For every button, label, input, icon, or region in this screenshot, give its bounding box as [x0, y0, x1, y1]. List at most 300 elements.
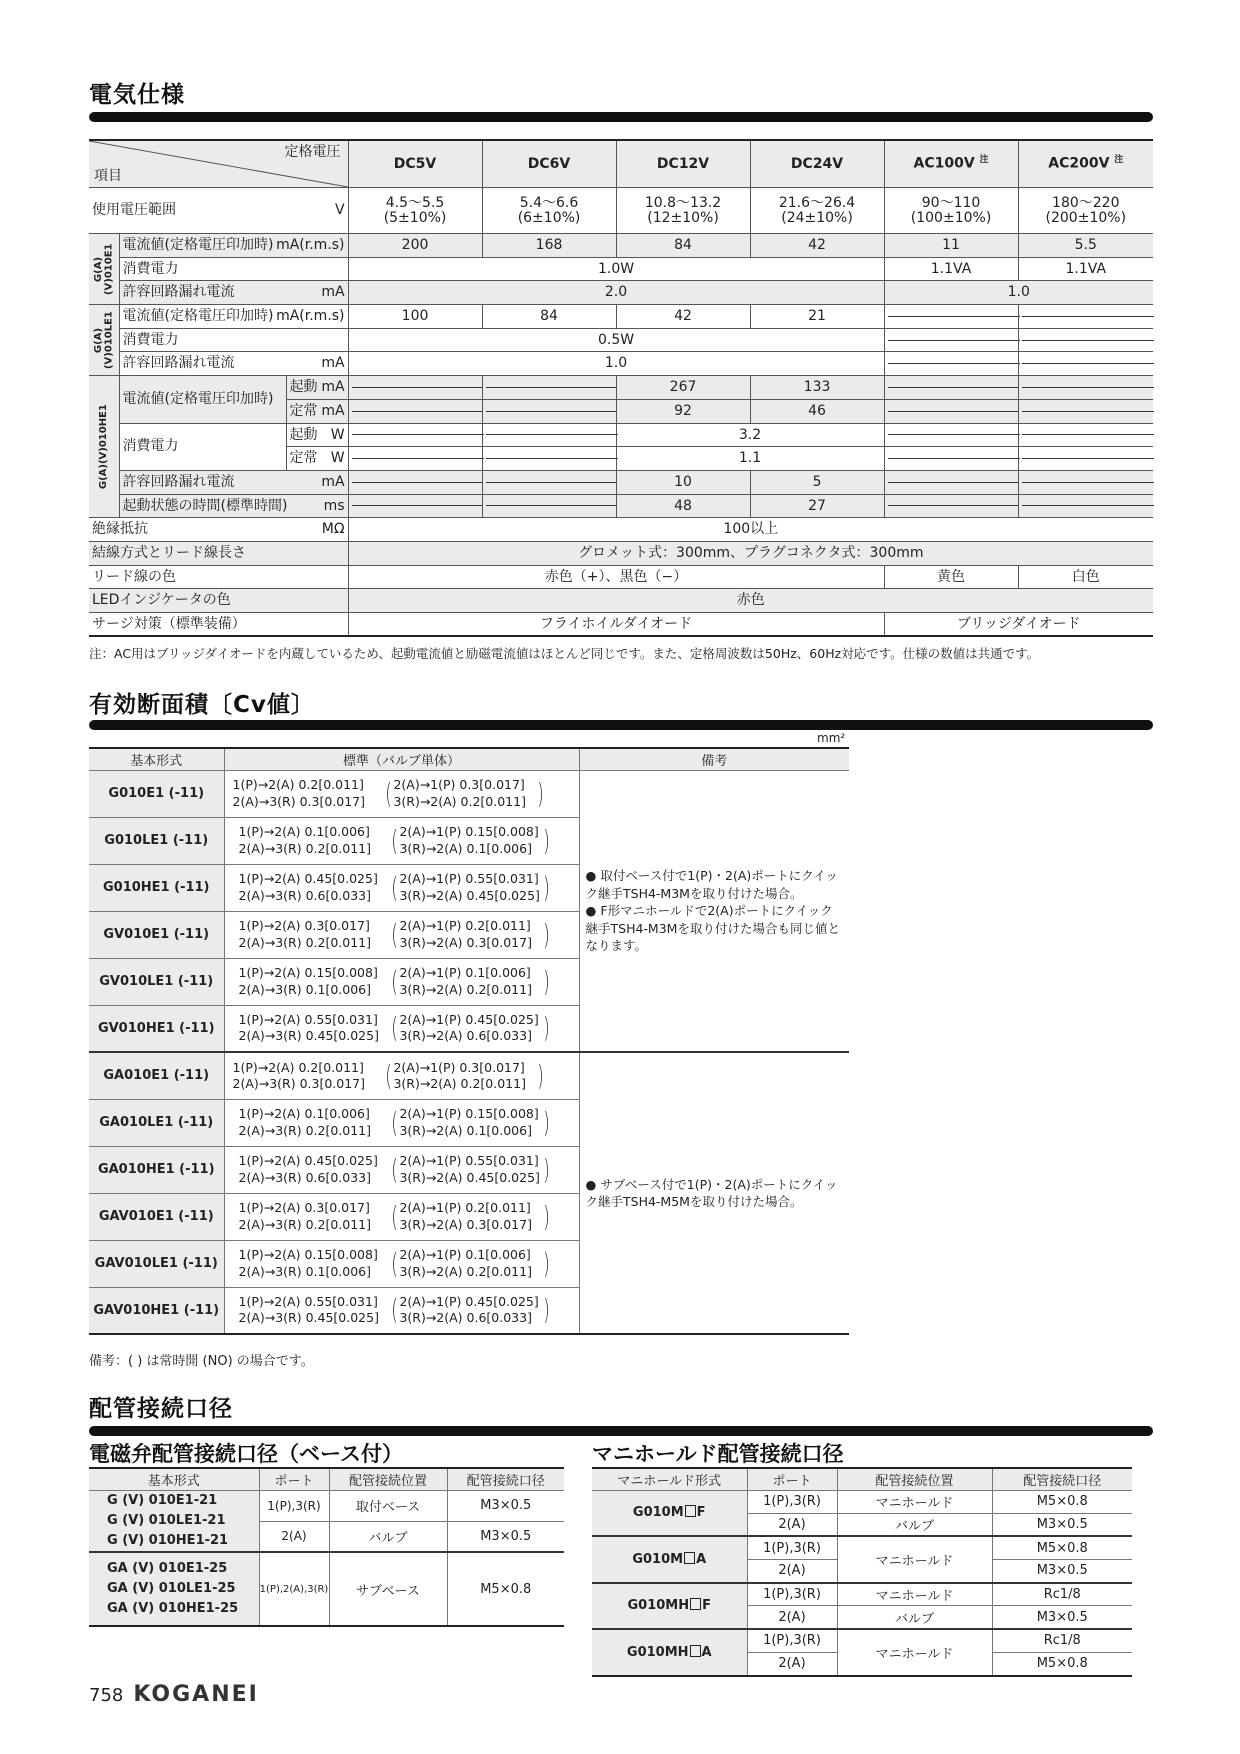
range-value: 180〜220	[1052, 194, 1120, 211]
section-title-piping: 配管接続口径	[89, 1396, 233, 1422]
dash	[352, 482, 484, 483]
cv-remark	[579, 1052, 849, 1334]
placeholder-box	[685, 1505, 696, 1517]
cv-forward-value: 1(P)→2(A) 0.55[0.031]	[238, 1294, 378, 1309]
na-cell	[482, 447, 616, 471]
position-value: マニホールド	[837, 1629, 992, 1675]
remark-line: ● F形マニホールドで2(A)ポートにクイック継手TSH4-M3Mを取り付けた場合も同じ値となります。	[585, 903, 840, 953]
voltage-header: DC24V	[750, 140, 884, 188]
open-paren: (	[390, 1011, 398, 1045]
port-value: 2(A)	[747, 1606, 837, 1629]
cv-header: 基本形式	[89, 748, 224, 770]
power-steady-value: 1.1	[616, 447, 884, 471]
size-value: M3×0.5	[992, 1560, 1132, 1583]
range-cell	[750, 188, 884, 234]
range-cell	[482, 188, 616, 234]
range-tolerance: (100±10%)	[910, 209, 992, 226]
cv-reverse-value: 3(R)→2(A) 0.6[0.033]	[399, 1028, 532, 1044]
close-paren: )	[543, 1246, 551, 1280]
port-value: 1(P),2(A),3(R)	[259, 1552, 329, 1626]
port-value: 2(A)	[747, 1513, 837, 1536]
cv-forward-value: 1(P)→2(A) 0.2[0.011]	[232, 1059, 364, 1075]
current-value: 168	[482, 234, 616, 258]
row-unit: W	[330, 426, 345, 443]
led-label: LEDインジケータの色	[89, 589, 348, 613]
dash	[1022, 387, 1154, 388]
remark-line: ● 取付ベース付で1(P)・2(A)ポートにクイック継手TSH4-M3Mを取り付けた場合。	[585, 868, 838, 901]
size-value: Rc1/8	[992, 1629, 1132, 1652]
port-value: 1(P),3(R)	[747, 1490, 837, 1513]
power-label: 消費電力	[119, 257, 348, 281]
cv-reverse-value: 3(R)→2(A) 0.2[0.011]	[393, 793, 526, 809]
row-label: 絶縁抵抗	[92, 521, 148, 538]
row-label: 許容回路漏れ電流	[122, 355, 235, 372]
size-value: M3×0.5	[447, 1490, 564, 1521]
cv-values-cell	[224, 1193, 579, 1240]
cv-values-cell	[224, 1146, 579, 1193]
open-paren: (	[390, 917, 398, 951]
dash	[486, 505, 618, 506]
na-cell	[482, 399, 616, 423]
row-label: 使用電圧範囲	[92, 202, 176, 219]
row-label: 定常	[289, 402, 318, 419]
electrical-spec-table	[89, 139, 1153, 637]
na-cell	[348, 494, 482, 518]
cv-model: GA010HE1 (-11)	[89, 1146, 224, 1193]
wiring-value: グロメット式：300mm、プラグコネクタ式：300mm	[348, 541, 1153, 565]
cv-values-cell	[224, 817, 579, 864]
section-bar	[89, 1426, 1153, 1436]
na-cell	[884, 352, 1018, 376]
range-tolerance: (200±10%)	[1045, 209, 1127, 226]
lead-value-ac200: 白色	[1018, 565, 1153, 589]
dash	[1022, 411, 1154, 412]
start-label-cell	[286, 376, 348, 400]
note-mark: 注	[979, 155, 989, 166]
group-label-le1: G(A)(V)010LE1	[89, 305, 119, 376]
position-value: マニホールド	[837, 1490, 992, 1513]
model-name: G (V) 010HE1-21	[107, 1532, 229, 1548]
na-cell	[884, 494, 1018, 518]
power-value-dc: 0.5W	[348, 328, 884, 352]
section-title-electrical: 電気仕様	[89, 82, 185, 108]
na-cell	[884, 328, 1018, 352]
cv-model: GV010E1 (-11)	[89, 911, 224, 958]
close-paren: )	[537, 776, 545, 810]
corner-header-cell	[89, 140, 348, 188]
cv-row	[89, 770, 849, 817]
brand-logo: KOGANEI	[133, 1682, 259, 1707]
model-name: G (V) 010E1-21	[107, 1492, 218, 1508]
cv-values-cell	[224, 1005, 579, 1052]
port1-header: 配管接続口径	[447, 1468, 564, 1490]
range-value: 5.4〜6.6	[519, 194, 579, 211]
cv-reverse-value: 3(R)→2(A) 0.2[0.011]	[399, 1263, 532, 1279]
open-paren: (	[384, 1058, 392, 1092]
model-prefix: G010MH	[627, 1598, 690, 1614]
manifold-port-table	[592, 1467, 1132, 1677]
voltage-header-ac100	[884, 140, 1018, 188]
wiring-label: 結線方式とリード線長さ	[89, 541, 348, 565]
cv-row	[89, 1052, 849, 1099]
port-value: 1(P),3(R)	[259, 1490, 329, 1521]
position-value: バルブ	[837, 1606, 992, 1629]
cv-values-cell	[224, 1099, 579, 1146]
port2-header: マニホールド形式	[592, 1468, 747, 1490]
current-value: 84	[482, 305, 616, 329]
row-unit: mA(r.m.s)	[276, 308, 345, 325]
power-start-value: 3.2	[616, 423, 884, 447]
close-paren: )	[543, 823, 551, 857]
na-cell	[348, 470, 482, 494]
cv-forward-value: 1(P)→2(A) 0.1[0.006]	[238, 1106, 370, 1122]
cv-forward-value: 1(P)→2(A) 0.45[0.025]	[238, 1153, 378, 1169]
cv-forward-value: 2(A)→3(R) 0.2[0.011]	[238, 1216, 372, 1232]
na-cell	[1018, 494, 1153, 518]
cv-forward-value: 1(P)→2(A) 0.2[0.011]	[232, 777, 364, 793]
open-paren: (	[390, 1152, 398, 1186]
close-paren: )	[543, 917, 551, 951]
na-cell	[348, 423, 482, 447]
cv-forward-value: 1(P)→2(A) 0.1[0.006]	[238, 824, 370, 840]
model-prefix: G010MH	[626, 1644, 689, 1660]
insulation-value: 100以上	[348, 518, 1153, 542]
start-label-cell	[286, 423, 348, 447]
na-cell	[482, 423, 616, 447]
port1-title: 電磁弁配管接続口径（ベース付）	[89, 1442, 403, 1466]
na-cell	[1018, 305, 1153, 329]
na-cell	[348, 376, 482, 400]
open-paren: (	[390, 1293, 398, 1327]
na-cell	[1018, 423, 1153, 447]
section-title-cv: 有効断面積〔Cv値〕	[89, 692, 315, 718]
cv-model: G010LE1 (-11)	[89, 817, 224, 864]
port-value: 2(A)	[259, 1521, 329, 1552]
row-unit: mA	[321, 473, 345, 490]
power-value-ac100: 1.1VA	[884, 257, 1018, 281]
size-value: M5×0.8	[992, 1536, 1132, 1559]
dash	[486, 434, 618, 435]
cv-reverse-value: 2(A)→1(P) 0.3[0.017]	[393, 777, 525, 793]
range-label-cell	[89, 188, 348, 234]
position-value: サブベース	[329, 1552, 447, 1626]
position-value: 取付ベース	[329, 1490, 447, 1521]
cv-forward-value: 2(A)→3(R) 0.45[0.025]	[238, 1028, 379, 1044]
model-name: GA (V) 010HE1-25	[107, 1601, 239, 1617]
cv-reverse-value: 2(A)→1(P) 0.55[0.031]	[399, 1153, 539, 1169]
group-label-e1: G(A)(V)010E1	[89, 234, 119, 305]
current-value: 5.5	[1018, 234, 1153, 258]
close-paren: )	[543, 1105, 551, 1139]
cv-reverse-value: 3(R)→2(A) 0.45[0.025]	[399, 887, 540, 903]
na-cell	[884, 447, 1018, 471]
surge-value-ac: ブリッジダイオード	[884, 613, 1153, 637]
close-paren: )	[543, 1293, 551, 1327]
model-prefix: G010M	[632, 1505, 684, 1521]
cv-values-cell	[224, 1287, 579, 1334]
model-cell	[89, 1490, 259, 1552]
close-paren: )	[537, 1058, 545, 1092]
cv-values-cell	[224, 1052, 579, 1099]
cv-forward-value: 2(A)→3(R) 0.2[0.011]	[238, 840, 372, 856]
cv-forward-value: 2(A)→3(R) 0.2[0.011]	[238, 1122, 372, 1138]
current-start-value: 133	[750, 376, 884, 400]
row-unit: mA	[321, 355, 345, 372]
steady-label-cell	[286, 447, 348, 471]
group-label-he1: G(A)(V)010HE1	[89, 376, 119, 518]
manifold-model	[592, 1536, 747, 1582]
cv-values-cell	[224, 864, 579, 911]
power-label: 消費電力	[119, 328, 348, 352]
cv-model: GV010LE1 (-11)	[89, 958, 224, 1005]
open-paren: (	[384, 776, 392, 810]
voltage-label: AC200V	[1048, 155, 1110, 172]
cv-forward-value: 2(A)→3(R) 0.3[0.017]	[232, 1075, 366, 1091]
dash	[352, 411, 484, 412]
size-value: M5×0.8	[992, 1652, 1132, 1675]
cv-reverse-value: 2(A)→1(P) 0.55[0.031]	[399, 871, 539, 887]
current-label: 電流値(定格電圧印加時)	[119, 376, 286, 423]
close-paren: )	[543, 1152, 551, 1186]
cv-forward-value: 2(A)→3(R) 0.3[0.017]	[232, 793, 366, 809]
range-tolerance: (5±10%)	[383, 209, 447, 226]
model-name: G (V) 010LE1-21	[107, 1512, 226, 1528]
manifold-model	[592, 1583, 747, 1629]
range-value: 10.8〜13.2	[644, 194, 722, 211]
na-cell	[1018, 399, 1153, 423]
cv-reverse-value: 2(A)→1(P) 0.45[0.025]	[399, 1012, 539, 1027]
led-value: 赤色	[348, 589, 1153, 613]
range-cell	[616, 188, 750, 234]
cv-forward-value: 2(A)→3(R) 0.6[0.033]	[238, 887, 372, 903]
row-unit: W	[330, 450, 345, 467]
range-value: 21.6〜26.4	[778, 194, 856, 211]
row-unit: mA(r.m.s)	[276, 237, 345, 253]
range-cell	[884, 188, 1018, 234]
size-value: M5×0.8	[447, 1552, 564, 1626]
manifold-model	[592, 1629, 747, 1675]
na-cell	[1018, 470, 1153, 494]
model-suffix: A	[696, 1552, 707, 1568]
dash	[1022, 434, 1154, 435]
current-label-cell	[119, 234, 348, 258]
cv-values-cell	[224, 1240, 579, 1287]
na-cell	[482, 494, 616, 518]
dash	[1022, 363, 1154, 364]
open-paren: (	[390, 1105, 398, 1139]
leak-value-dc: 2.0	[348, 281, 884, 305]
power-label: 消費電力	[119, 423, 286, 470]
footer	[89, 1682, 259, 1707]
size-value: M3×0.5	[992, 1606, 1132, 1629]
lead-value-dc: 赤色（+）、黒色（−）	[348, 565, 884, 589]
na-cell	[348, 447, 482, 471]
lead-label: リード線の色	[89, 565, 348, 589]
cv-header: 標準（バルブ単体）	[224, 748, 579, 770]
valve-port-table	[89, 1467, 564, 1627]
insulation-label-cell	[89, 518, 348, 542]
placeholder-box	[690, 1645, 701, 1657]
row-label: 電流値(定格電圧印加時)	[122, 237, 274, 253]
dash	[352, 505, 484, 506]
cv-header: 備考	[579, 748, 849, 770]
cv-reverse-value: 2(A)→1(P) 0.1[0.006]	[399, 965, 531, 981]
time-label-cell	[119, 494, 348, 518]
range-value: 90〜110	[921, 194, 981, 211]
cv-values-cell	[224, 770, 579, 817]
cv-reverse-value: 3(R)→2(A) 0.2[0.011]	[393, 1075, 526, 1091]
voltage-header: DC12V	[616, 140, 750, 188]
dash	[888, 434, 1020, 435]
model-suffix: A	[701, 1644, 712, 1660]
current-steady-value: 92	[616, 399, 750, 423]
dash	[888, 482, 1020, 483]
remark-line: ● サブベース付で1(P)・2(A)ポートにクイック継手TSH4-M5Mを取り付けた場合。	[585, 1176, 838, 1209]
na-cell	[1018, 447, 1153, 471]
row-label: 定常	[289, 450, 318, 467]
dash	[486, 411, 618, 412]
open-paren: (	[390, 1246, 398, 1280]
voltage-header: DC6V	[482, 140, 616, 188]
row-unit: mA	[321, 379, 345, 396]
leak-label-cell	[119, 352, 348, 376]
cv-forward-value: 2(A)→3(R) 0.1[0.006]	[238, 981, 372, 997]
cv-reverse-value: 2(A)→1(P) 0.3[0.017]	[393, 1059, 525, 1075]
range-cell	[348, 188, 482, 234]
dash	[1022, 482, 1154, 483]
cv-reverse-value: 3(R)→2(A) 0.45[0.025]	[399, 1169, 540, 1185]
row-unit: V	[334, 202, 345, 219]
dash	[888, 505, 1020, 506]
cv-forward-value: 2(A)→3(R) 0.45[0.025]	[238, 1310, 379, 1326]
open-paren: (	[390, 823, 398, 857]
steady-label-cell	[286, 399, 348, 423]
cv-forward-value: 1(P)→2(A) 0.15[0.008]	[238, 1247, 378, 1263]
section-bar	[89, 720, 1153, 730]
cv-reverse-value: 2(A)→1(P) 0.2[0.011]	[399, 1200, 531, 1216]
page-number: 758	[89, 1685, 124, 1706]
port2-header: ポート	[747, 1468, 837, 1490]
row-label: 電流値(定格電圧印加時)	[122, 308, 274, 325]
cv-forward-value: 1(P)→2(A) 0.45[0.025]	[238, 871, 378, 887]
cv-model: GA010E1 (-11)	[89, 1052, 224, 1099]
position-value: バルブ	[329, 1521, 447, 1552]
voltage-header-ac200	[1018, 140, 1153, 188]
na-cell	[884, 305, 1018, 329]
row-label: 起動状態の時間(標準時間)	[122, 497, 288, 514]
cv-forward-value: 1(P)→2(A) 0.15[0.008]	[238, 965, 378, 981]
current-value: 100	[348, 305, 482, 329]
cv-remark	[579, 770, 849, 1052]
dash	[888, 316, 1020, 317]
dash	[486, 387, 618, 388]
cv-table	[89, 747, 849, 1335]
cv-forward-value: 1(P)→2(A) 0.55[0.031]	[238, 1012, 378, 1027]
model-cell	[89, 1552, 259, 1626]
port2-header: 配管接続口径	[992, 1468, 1132, 1490]
placeholder-box	[684, 1552, 695, 1564]
cv-model: GV010HE1 (-11)	[89, 1005, 224, 1052]
model-name: GA (V) 010E1-25	[107, 1560, 228, 1576]
range-tolerance: (24±10%)	[781, 209, 853, 226]
model-prefix: G010M	[632, 1552, 684, 1568]
spec-note: 注：AC用はブリッジダイオードを内蔵しているため、起動電流値と励磁電流値はほとんど同じです。また、定格周波数は50Hz、60Hz対応です。仕様の数値は共通です。	[89, 646, 1040, 661]
cv-forward-value: 2(A)→3(R) 0.1[0.006]	[238, 1263, 372, 1279]
range-tolerance: (12±10%)	[647, 209, 719, 226]
dash	[1022, 340, 1154, 341]
cv-forward-value: 1(P)→2(A) 0.3[0.017]	[238, 918, 370, 934]
na-cell	[884, 399, 1018, 423]
port-value: 2(A)	[747, 1652, 837, 1675]
dash	[352, 387, 484, 388]
row-label: 許容回路漏れ電流	[122, 473, 235, 490]
na-cell	[884, 470, 1018, 494]
cv-model: GAV010LE1 (-11)	[89, 1240, 224, 1287]
surge-label: サージ対策（標準装備）	[89, 613, 348, 637]
port2-header: 配管接続位置	[837, 1468, 992, 1490]
model-suffix: F	[696, 1505, 706, 1521]
close-paren: )	[543, 1199, 551, 1233]
position-value: マニホールド	[837, 1583, 992, 1606]
cv-model: G010HE1 (-11)	[89, 864, 224, 911]
cv-unit: mm²	[817, 731, 846, 745]
row-label: 許容回路漏れ電流	[122, 284, 235, 301]
cv-reverse-value: 3(R)→2(A) 0.6[0.033]	[399, 1310, 532, 1326]
leak-value: 5	[750, 470, 884, 494]
open-paren: (	[390, 870, 398, 904]
na-cell	[1018, 328, 1153, 352]
size-value: M3×0.5	[447, 1521, 564, 1552]
dash	[888, 411, 1020, 412]
port1-header: 配管接続位置	[329, 1468, 447, 1490]
leak-label-cell	[119, 470, 348, 494]
leak-value: 10	[616, 470, 750, 494]
cv-forward-value: 1(P)→2(A) 0.3[0.017]	[238, 1200, 370, 1216]
dash	[1022, 316, 1154, 317]
na-cell	[884, 376, 1018, 400]
port-value: 2(A)	[747, 1560, 837, 1583]
row-unit: ms	[323, 497, 345, 514]
dash	[352, 434, 484, 435]
row-unit: mA	[321, 284, 345, 301]
dash	[888, 340, 1020, 341]
na-cell	[1018, 352, 1153, 376]
dash	[352, 458, 484, 459]
voltage-header: DC5V	[348, 140, 482, 188]
cv-values-cell	[224, 958, 579, 1005]
cv-reverse-value: 2(A)→1(P) 0.1[0.006]	[399, 1247, 531, 1263]
cv-reverse-value: 3(R)→2(A) 0.1[0.006]	[399, 1122, 532, 1138]
leak-value-ac: 1.0	[884, 281, 1153, 305]
range-value: 4.5〜5.5	[385, 194, 445, 211]
voltage-label: AC100V	[913, 155, 975, 172]
dash	[888, 363, 1020, 364]
na-cell	[482, 376, 616, 400]
port-value: 1(P),3(R)	[747, 1536, 837, 1559]
dash	[486, 458, 618, 459]
cv-reverse-value: 2(A)→1(P) 0.15[0.008]	[399, 824, 539, 840]
port1-header: 基本形式	[89, 1468, 259, 1490]
close-paren: )	[543, 964, 551, 998]
current-start-value: 267	[616, 376, 750, 400]
dash	[486, 482, 618, 483]
na-cell	[482, 470, 616, 494]
cv-reverse-value: 2(A)→1(P) 0.45[0.025]	[399, 1294, 539, 1309]
close-paren: )	[543, 870, 551, 904]
row-unit: mA	[321, 402, 345, 419]
port2-title: マニホールド配管接続口径	[592, 1442, 844, 1466]
current-value: 11	[884, 234, 1018, 258]
